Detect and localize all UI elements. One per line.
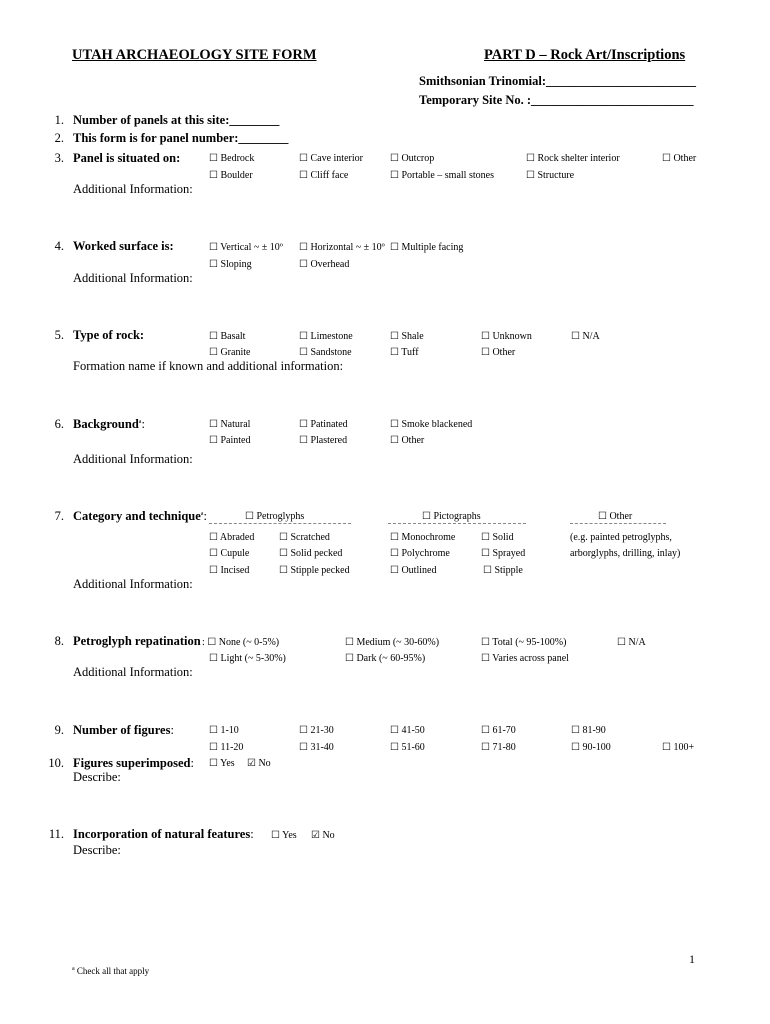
q8-additional-info[interactable]: Additional Information: bbox=[73, 665, 193, 679]
q5-option-limestone[interactable]: ☐ Limestone bbox=[299, 331, 353, 342]
q10-describe[interactable]: Describe: bbox=[73, 770, 121, 784]
q5-option-other[interactable]: ☐ Other bbox=[481, 347, 516, 358]
footnote: $^a$ Check all that apply bbox=[72, 966, 150, 976]
q10-label: Figures superimposed: bbox=[73, 756, 194, 770]
page-number: 1 bbox=[689, 952, 695, 966]
q10-option-no[interactable]: ☑ No bbox=[247, 758, 271, 769]
temporary-site-field[interactable]: Temporary Site No. :__________________________ bbox=[419, 93, 694, 107]
q8-number: 8. bbox=[54, 634, 64, 648]
smithsonian-trinomial-field[interactable]: Smithsonian Trinomial:________________________ bbox=[419, 74, 696, 88]
q1-panels-field[interactable]: Number of panels at this site:________ bbox=[73, 113, 280, 127]
q5-option-unknown[interactable]: ☐ Unknown bbox=[481, 331, 532, 342]
q9-option-61-70[interactable]: ☐ 61-70 bbox=[481, 725, 516, 736]
q9-option-100-plus[interactable]: ☐ 100+ bbox=[662, 742, 695, 753]
q4-label: Worked surface is: bbox=[73, 239, 174, 253]
footnote-mark: a bbox=[138, 418, 142, 425]
q5-option-sandstone[interactable]: ☐ Sandstone bbox=[299, 347, 352, 358]
q7-option-cupule[interactable]: ☐ Cupule bbox=[209, 548, 250, 559]
q7-option-monochrome[interactable]: ☐ Monochrome bbox=[390, 532, 456, 543]
q7-option-solid[interactable]: ☐ Solid bbox=[481, 532, 514, 543]
q6-additional-info[interactable]: Additional Information: bbox=[73, 452, 193, 466]
q6-option-smoke-blackened[interactable]: ☐ Smoke blackened bbox=[390, 419, 473, 430]
q7-head-other[interactable]: ☐ Other bbox=[598, 511, 633, 522]
q1-number: 1. bbox=[54, 113, 64, 127]
q8-option-varies[interactable]: ☐ Varies across panel bbox=[481, 653, 569, 664]
q7-option-incised[interactable]: ☐ Incised bbox=[209, 565, 250, 576]
q5-label: Type of rock: bbox=[73, 328, 145, 342]
q3-option-cave-interior[interactable]: ☐ Cave interior bbox=[299, 153, 363, 164]
part-title: PART D – Rock Art/Inscriptions bbox=[484, 47, 686, 63]
q8-option-light[interactable]: ☐ Light (~ 5-30%) bbox=[209, 653, 286, 664]
q4-option-horizontal[interactable]: ☐ Horizontal ~ ± 10º bbox=[299, 242, 385, 253]
q7-option-abraded[interactable]: ☐ Abraded bbox=[209, 532, 255, 543]
footnote-mark: a bbox=[200, 510, 204, 517]
q11-describe[interactable]: Describe: bbox=[73, 843, 121, 857]
q7-head-petroglyphs[interactable]: ☐ Petroglyphs bbox=[245, 511, 305, 522]
q8-option-na[interactable]: ☐ N/A bbox=[617, 637, 646, 648]
q6-option-patinated[interactable]: ☐ Patinated bbox=[299, 419, 348, 430]
q7-other-examples-1: (e.g. painted petroglyphs, bbox=[570, 532, 672, 543]
q3-number: 3. bbox=[54, 151, 64, 165]
q9-option-21-30[interactable]: ☐ 21-30 bbox=[299, 725, 334, 736]
q5-option-shale[interactable]: ☐ Shale bbox=[390, 331, 424, 342]
q9-option-51-60[interactable]: ☐ 51-60 bbox=[390, 742, 425, 753]
q9-option-31-40[interactable]: ☐ 31-40 bbox=[299, 742, 334, 753]
q3-option-outcrop[interactable]: ☐ Outcrop bbox=[390, 153, 435, 164]
q6-option-natural[interactable]: ☐ Natural bbox=[209, 419, 251, 430]
q11-option-yes[interactable]: ☐ Yes bbox=[271, 830, 297, 841]
q2-panel-number-field[interactable]: This form is for panel number:________ bbox=[73, 131, 289, 145]
q7-option-polychrome[interactable]: ☐ Polychrome bbox=[390, 548, 450, 559]
q4-number: 4. bbox=[54, 239, 64, 253]
q10-option-yes[interactable]: ☐ Yes bbox=[209, 758, 235, 769]
q7-pictographs-divider bbox=[388, 523, 526, 524]
q7-additional-info[interactable]: Additional Information: bbox=[73, 577, 193, 591]
q4-option-sloping[interactable]: ☐ Sloping bbox=[209, 259, 252, 270]
q5-option-tuff[interactable]: ☐ Tuff bbox=[390, 347, 419, 358]
q5-option-na[interactable]: ☐ N/A bbox=[571, 331, 600, 342]
q4-option-overhead[interactable]: ☐ Overhead bbox=[299, 259, 350, 270]
q7-option-outlined[interactable]: ☐ Outlined bbox=[390, 565, 437, 576]
q6-option-plastered[interactable]: ☐ Plastered bbox=[299, 435, 348, 446]
q9-option-41-50[interactable]: ☐ 41-50 bbox=[390, 725, 425, 736]
q11-label: Incorporation of natural features: bbox=[73, 827, 254, 841]
q9-option-71-80[interactable]: ☐ 71-80 bbox=[481, 742, 516, 753]
q7-option-stipple[interactable]: ☐ Stipple bbox=[483, 565, 523, 576]
q3-option-boulder[interactable]: ☐ Boulder bbox=[209, 170, 253, 181]
q5-number: 5. bbox=[54, 328, 64, 342]
q7-option-scratched[interactable]: ☐ Scratched bbox=[279, 532, 330, 543]
q7-option-sprayed[interactable]: ☐ Sprayed bbox=[481, 548, 526, 559]
q6-number: 6. bbox=[54, 417, 64, 431]
q4-option-vertical[interactable]: ☐ Vertical ~ ± 10º bbox=[209, 242, 283, 253]
q7-label: Category and technique$^a$: bbox=[73, 509, 207, 523]
q8-option-total[interactable]: ☐ Total (~ 95-100%) bbox=[481, 637, 567, 648]
q9-option-81-90[interactable]: ☐ 81-90 bbox=[571, 725, 606, 736]
q7-option-stipple-pecked[interactable]: ☐ Stipple pecked bbox=[279, 565, 350, 576]
q4-additional-info[interactable]: Additional Information: bbox=[73, 271, 193, 285]
q7-number: 7. bbox=[54, 509, 64, 523]
q7-head-pictographs[interactable]: ☐ Pictographs bbox=[422, 511, 481, 522]
q9-option-11-20[interactable]: ☐ 11-20 bbox=[209, 742, 244, 753]
q3-option-bedrock[interactable]: ☐ Bedrock bbox=[209, 153, 255, 164]
q2-number: 2. bbox=[54, 131, 64, 145]
q8-option-dark[interactable]: ☐ Dark (~ 60-95%) bbox=[345, 653, 426, 664]
q3-option-other[interactable]: ☐ Other bbox=[662, 153, 697, 164]
q7-petroglyphs-divider bbox=[209, 523, 351, 524]
q3-option-rock-shelter[interactable]: ☐ Rock shelter interior bbox=[526, 153, 620, 164]
q3-label: Panel is situated on: bbox=[73, 151, 181, 165]
q3-option-portable[interactable]: ☐ Portable – small stones bbox=[390, 170, 494, 181]
q7-option-solid-pecked[interactable]: ☐ Solid pecked bbox=[279, 548, 343, 559]
q9-number: 9. bbox=[54, 723, 64, 737]
q9-label: Number of figures: bbox=[73, 723, 174, 737]
q7-other-divider bbox=[570, 523, 666, 524]
q6-option-other[interactable]: ☐ Other bbox=[390, 435, 425, 446]
q3-option-structure[interactable]: ☐ Structure bbox=[526, 170, 575, 181]
footnote-mark: a bbox=[72, 966, 75, 972]
q7-other-examples-2: arborglyphs, drilling, inlay) bbox=[570, 548, 681, 559]
q11-number: 11. bbox=[48, 827, 64, 841]
q5-option-basalt[interactable]: ☐ Basalt bbox=[209, 331, 246, 342]
q4-option-multiple-facing[interactable]: ☐ Multiple facing bbox=[390, 242, 464, 253]
q8-option-medium[interactable]: ☐ Medium (~ 30-60%) bbox=[345, 637, 440, 648]
q9-option-90-100[interactable]: ☐ 90-100 bbox=[571, 742, 611, 753]
q6-label: Background$^a$: bbox=[73, 417, 145, 431]
q5-formation-info[interactable]: Formation name if known and additional information: bbox=[73, 359, 344, 373]
q9-option-1-10[interactable]: ☐ 1-10 bbox=[209, 725, 239, 736]
q8-option-none[interactable]: : ☐ None (~ 0-5%) bbox=[202, 637, 280, 648]
q8-label: Petroglyph repatination bbox=[73, 634, 201, 648]
q10-number: 10. bbox=[48, 756, 64, 770]
q6-option-painted[interactable]: ☐ Painted bbox=[209, 435, 251, 446]
form-title: UTAH ARCHAEOLOGY SITE FORM bbox=[72, 47, 317, 63]
q3-option-cliff-face[interactable]: ☐ Cliff face bbox=[299, 170, 349, 181]
q5-option-granite[interactable]: ☐ Granite bbox=[209, 347, 251, 358]
q3-additional-info[interactable]: Additional Information: bbox=[73, 182, 193, 196]
q11-option-no[interactable]: ☑ No bbox=[311, 830, 335, 841]
